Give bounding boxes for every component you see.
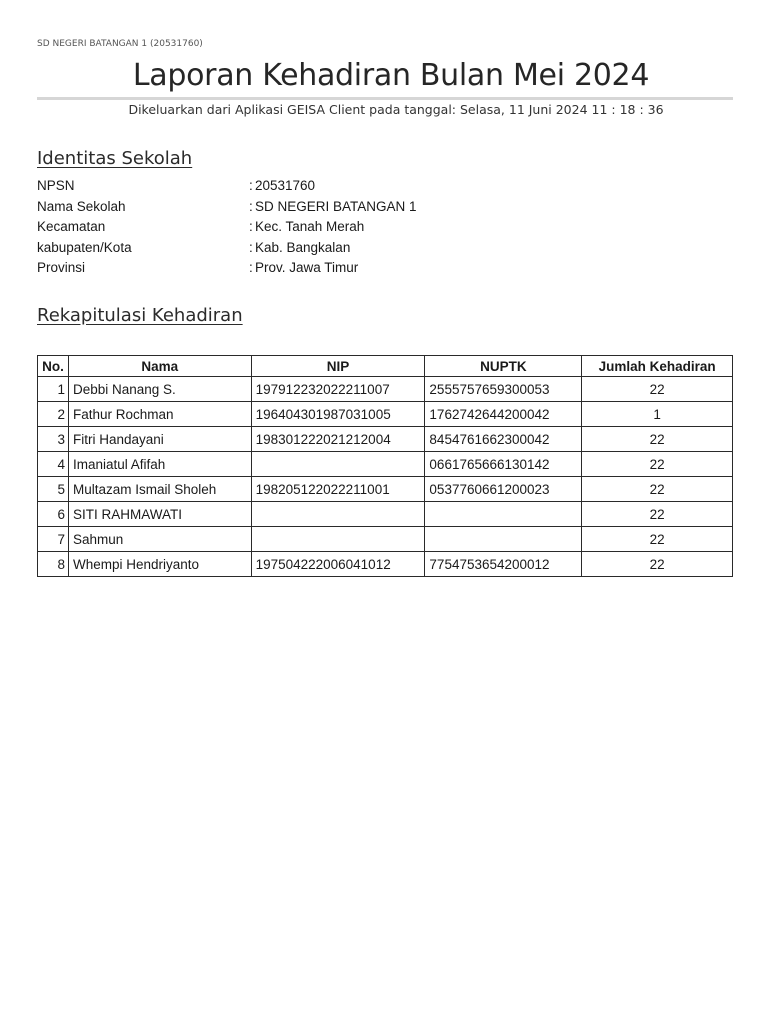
- identity-value: SD NEGERI BATANGAN 1: [255, 198, 417, 214]
- cell-jumlah: 22: [582, 377, 733, 402]
- identity-colon: :: [249, 239, 253, 255]
- table-row: [38, 502, 733, 527]
- cell-nuptk: 0537760661200023: [425, 477, 582, 502]
- table-header-row: [38, 356, 733, 377]
- cell-nip: 196404301987031005: [251, 402, 425, 427]
- identity-label: Nama Sekolah: [37, 198, 126, 214]
- recap-heading: Rekapitulasi Kehadiran: [37, 305, 243, 326]
- identity-label: kabupaten/Kota: [37, 239, 132, 255]
- identity-row-kabupaten: [37, 238, 537, 259]
- cell-nama: Fitri Handayani: [68, 427, 251, 452]
- cell-nuptk: 7754753654200012: [425, 552, 582, 577]
- title-divider: [37, 97, 733, 100]
- identity-colon: :: [249, 260, 253, 275]
- table-row: [38, 552, 733, 577]
- column-header-no: No.: [38, 356, 69, 377]
- cell-no: 2: [38, 402, 69, 427]
- cell-nuptk: 0661765666130142: [425, 452, 582, 477]
- cell-nuptk: 2555757659300053: [425, 377, 582, 402]
- table-row: [38, 527, 733, 552]
- cell-jumlah: 22: [582, 477, 733, 502]
- cell-nip: 197504222006041012: [251, 552, 425, 577]
- identity-value: Kec. Tanah Merah: [255, 219, 365, 234]
- cell-jumlah: 1: [582, 402, 733, 427]
- identity-colon: :: [249, 219, 253, 234]
- identity-row-npsn: [37, 176, 537, 197]
- identity-row-kecamatan: [37, 217, 537, 238]
- cell-nip: [251, 527, 425, 552]
- attendance-table: [37, 355, 733, 577]
- cell-nama: Sahmun: [68, 527, 251, 552]
- cell-no: 8: [38, 552, 69, 577]
- cell-nip: [251, 452, 425, 477]
- table-row: [38, 427, 733, 452]
- cell-nama: Fathur Rochman: [68, 402, 251, 427]
- identity-label: Provinsi: [37, 260, 86, 275]
- identity-value: Kab. Bangkalan: [255, 239, 351, 255]
- page-title: Laporan Kehadiran Bulan Mei 2024: [132, 58, 650, 93]
- identity-label: Kecamatan: [37, 219, 106, 234]
- identity-row-provinsi: [37, 258, 537, 279]
- cell-no: 5: [38, 477, 69, 502]
- school-header: SD NEGERI BATANGAN 1 (20531760): [37, 39, 203, 49]
- cell-no: 7: [38, 527, 69, 552]
- column-header-nama: Nama: [68, 356, 251, 377]
- table-row: [38, 402, 733, 427]
- column-header-nip: NIP: [251, 356, 425, 377]
- cell-no: 1: [38, 377, 69, 402]
- issued-subtitle: Dikeluarkan dari Aplikasi GEISA Client pada tanggal: Selasa, 11 Juni 2024 11 : 18 : 36: [128, 102, 664, 117]
- identity-value: Prov. Jawa Timur: [255, 260, 359, 275]
- cell-jumlah: 22: [582, 502, 733, 527]
- cell-nip: 198205122022211001: [251, 477, 425, 502]
- cell-nuptk: [425, 527, 582, 552]
- identity-colon: :: [249, 178, 253, 193]
- column-header-nuptk: NUPTK: [425, 356, 582, 377]
- cell-nama: Debbi Nanang S.: [68, 377, 251, 402]
- cell-nama: Whempi Hendriyanto: [68, 552, 251, 577]
- cell-no: 3: [38, 427, 69, 452]
- table-row: [38, 377, 733, 402]
- cell-nama: Imaniatul Afifah: [68, 452, 251, 477]
- cell-jumlah: 22: [582, 427, 733, 452]
- cell-jumlah: 22: [582, 527, 733, 552]
- cell-nip: [251, 502, 425, 527]
- identity-colon: :: [249, 198, 253, 214]
- cell-jumlah: 22: [582, 552, 733, 577]
- table-row: [38, 477, 733, 502]
- identity-heading: Identitas Sekolah: [37, 148, 193, 169]
- cell-nip: 197912232022211007: [251, 377, 425, 402]
- table-row: [38, 452, 733, 477]
- column-header-jumlah: Jumlah Kehadiran: [582, 356, 733, 377]
- cell-nama: SITI RAHMAWATI: [68, 502, 251, 527]
- cell-nuptk: 1762742644200042: [425, 402, 582, 427]
- cell-nuptk: 8454761662300042: [425, 427, 582, 452]
- cell-nuptk: [425, 502, 582, 527]
- identity-list: [37, 176, 537, 279]
- identity-label: NPSN: [37, 178, 75, 193]
- cell-no: 4: [38, 452, 69, 477]
- identity-row-nama-sekolah: [37, 197, 537, 218]
- cell-no: 6: [38, 502, 69, 527]
- cell-nama: Multazam Ismail Sholeh: [68, 477, 251, 502]
- cell-jumlah: 22: [582, 452, 733, 477]
- identity-value: 20531760: [255, 178, 316, 193]
- cell-nip: 198301222021212004: [251, 427, 425, 452]
